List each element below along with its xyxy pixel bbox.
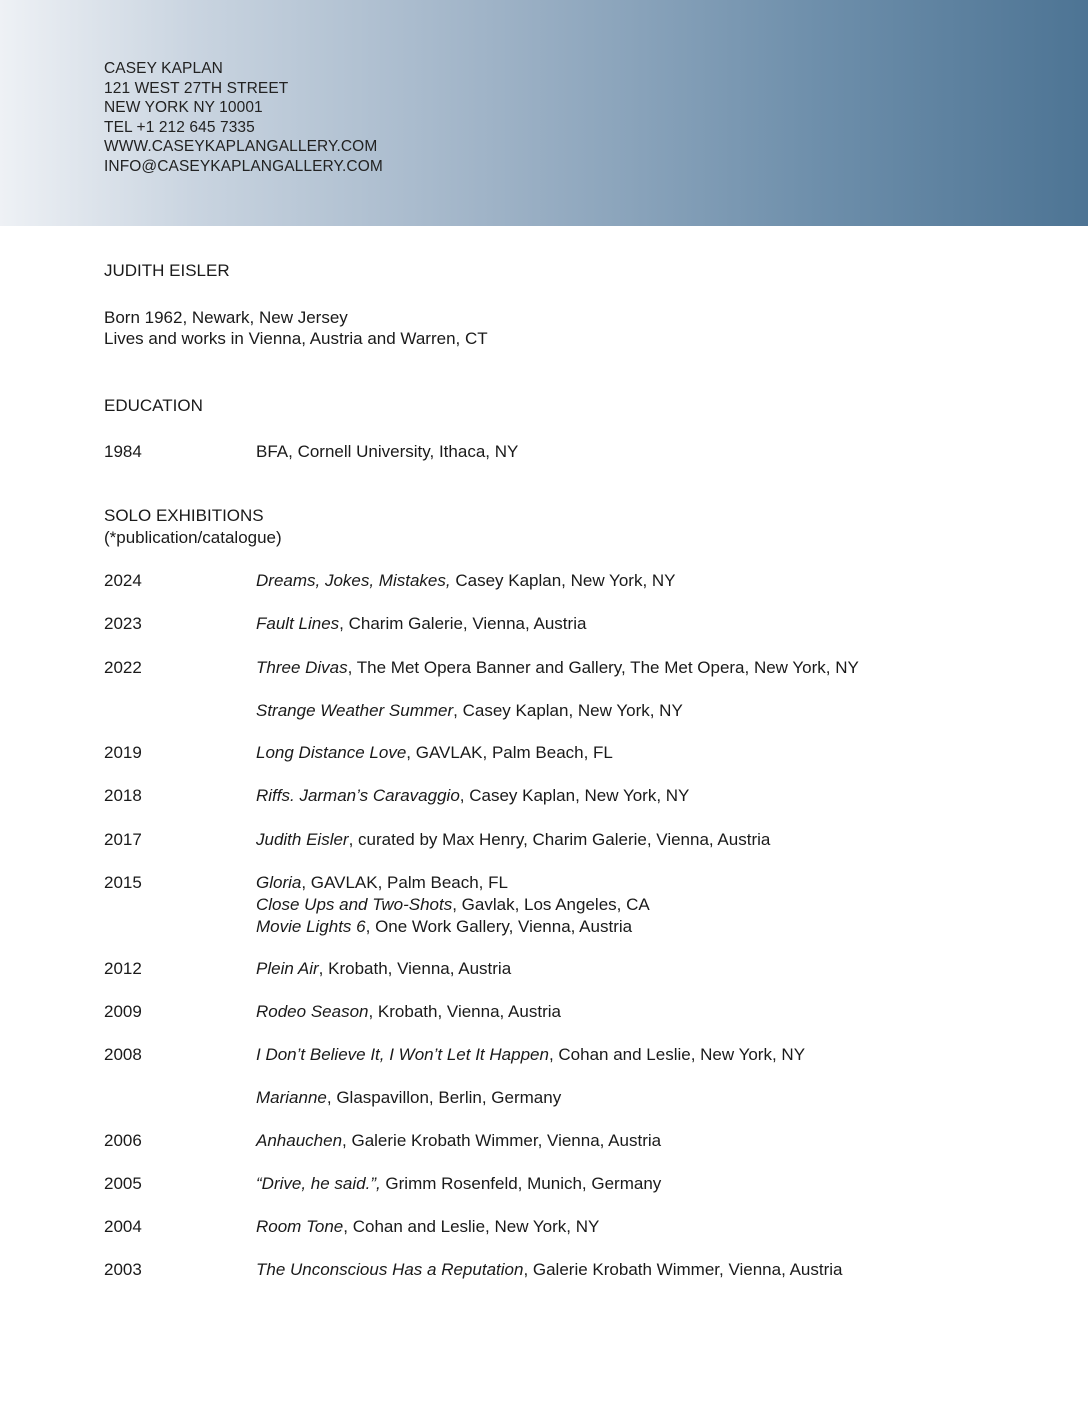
exhibition-lines: [256, 785, 689, 807]
exhibition-year: 2004: [104, 1217, 142, 1236]
exhibition-title: Judith Eisler: [256, 830, 349, 849]
exhibition-title: Riffs. Jarman’s Caravaggio: [256, 786, 460, 805]
exhibition-title: Marianne: [256, 1088, 327, 1107]
exhibition-title: Strange Weather Summer: [256, 701, 454, 720]
exhibition-line: [256, 700, 683, 722]
exhibition-line: [256, 894, 650, 916]
exhibition-line: [256, 829, 770, 851]
exhibition-lines: [256, 872, 650, 938]
exhibition-venue: , Krobath, Vienna, Austria: [368, 1002, 561, 1021]
exhibition-year: 2015: [104, 873, 142, 892]
exhibition-title: Fault Lines: [256, 614, 340, 633]
exhibition-line: [256, 613, 586, 635]
exhibition-lines: [256, 613, 586, 635]
exhibition-title: Close Ups and Two-Shots: [256, 895, 453, 914]
exhibition-venue: , GAVLAK, Palm Beach, FL: [301, 873, 508, 892]
exhibition-venue: , Casey Kaplan, New York, NY: [453, 701, 683, 720]
exhibition-lines: [256, 829, 770, 851]
exhibition-line: [256, 1001, 561, 1023]
exhibition-lines: [256, 1001, 561, 1023]
exhibition-line: [256, 958, 511, 980]
exhibition-title: Anhauchen: [256, 1131, 343, 1150]
gallery-email-link[interactable]: INFO@CASEYKAPLANGALLERY.COM: [104, 157, 383, 175]
exhibition-line: [256, 570, 676, 592]
gallery-contact-block: [104, 59, 383, 176]
exhibition-year: 2006: [104, 1131, 142, 1150]
gallery-name: CASEY KAPLAN: [104, 60, 223, 77]
exhibition-title: Movie Lights 6: [256, 917, 366, 936]
exhibition-lines: [256, 700, 683, 722]
exhibition-year: 2024: [104, 571, 142, 590]
exhibition-title: Gloria: [256, 873, 302, 892]
exhibition-title: Plein Air: [256, 959, 319, 978]
artist-bio: [104, 307, 488, 349]
exhibition-line: [256, 742, 613, 764]
exhibition-title: Long Distance Love: [256, 743, 407, 762]
exhibition-title: Room Tone: [256, 1217, 344, 1236]
exhibition-line: [256, 1130, 661, 1152]
exhibition-line: [256, 1259, 843, 1281]
exhibition-line: [256, 916, 650, 938]
exhibition-lines: [256, 1216, 599, 1238]
exhibition-venue: , Casey Kaplan, New York, NY: [459, 786, 690, 805]
exhibition-year: 2018: [104, 786, 142, 805]
exhibition-lines: [256, 958, 511, 980]
exhibition-year: 2005: [104, 1174, 142, 1193]
artist-name: JUDITH EISLER: [104, 261, 230, 280]
exhibition-venue: , Galerie Krobath Wimmer, Vienna, Austria: [342, 1131, 662, 1150]
exhibition-line: [256, 1087, 561, 1109]
exhibition-venue: , Glaspavillon, Berlin, Germany: [326, 1088, 562, 1107]
exhibition-year: 2019: [104, 743, 142, 762]
exhibition-venue: , One Work Gallery, Vienna, Austria: [365, 917, 633, 936]
exhibition-year: 2023: [104, 614, 142, 633]
gallery-city: NEW YORK NY 10001: [104, 99, 263, 116]
exhibition-title: Rodeo Season: [256, 1002, 369, 1021]
exhibition-lines: [256, 1044, 805, 1066]
exhibition-venue: , Cohan and Leslie, New York, NY: [548, 1045, 806, 1064]
exhibition-venue: , Galerie Krobath Wimmer, Vienna, Austria: [523, 1260, 843, 1279]
exhibition-lines: [256, 1259, 843, 1281]
exhibition-lines: [256, 1173, 661, 1195]
exhibition-lines: [256, 1087, 561, 1109]
exhibition-line: [256, 1044, 805, 1066]
exhibition-lines: [256, 657, 859, 679]
exhibition-venue: , Cohan and Leslie, New York, NY: [343, 1217, 600, 1236]
exhibition-year: 2003: [104, 1260, 142, 1279]
artist-lives: Lives and works in Vienna, Austria and Warren, CT: [104, 329, 488, 348]
gallery-website-link[interactable]: WWW.CASEYKAPLANGALLERY.COM: [104, 138, 378, 155]
exhibition-title: Three Divas: [256, 658, 348, 677]
solo-exhibitions-note: (*publication/catalogue): [104, 528, 282, 547]
exhibition-lines: [256, 570, 676, 592]
gallery-tel: TEL +1 212 645 7335: [104, 118, 255, 136]
gallery-street: 121 WEST 27TH STREET: [104, 79, 289, 97]
exhibition-line: [256, 1216, 599, 1238]
exhibition-lines: [256, 1130, 661, 1152]
exhibition-venue: Grimm Rosenfeld, Munich, Germany: [380, 1174, 662, 1193]
exhibition-venue: Casey Kaplan, New York, NY: [450, 571, 676, 590]
artist-born: Born 1962, Newark, New Jersey: [104, 308, 348, 327]
exhibition-venue: , Gavlak, Los Angeles, CA: [452, 895, 650, 914]
exhibition-year: 2008: [104, 1045, 142, 1064]
exhibition-year: 2009: [104, 1002, 142, 1021]
exhibition-title: Dreams, Jokes, Mistakes,: [256, 571, 451, 590]
exhibition-year: 2017: [104, 830, 142, 849]
exhibition-title: I Don’t Believe It, I Won’t Let It Happen: [256, 1045, 549, 1064]
exhibition-venue: , curated by Max Henry, Charim Galerie, Vienna, Austria: [348, 830, 771, 849]
solo-exhibitions-heading: SOLO EXHIBITIONS: [104, 506, 264, 525]
exhibition-line: [256, 1173, 661, 1195]
education-text: BFA, Cornell University, Ithaca, NY: [256, 442, 519, 461]
exhibition-line: [256, 785, 689, 807]
education-year: 1984: [104, 442, 142, 461]
exhibition-year: 2022: [104, 658, 142, 677]
exhibition-venue: , Charim Galerie, Vienna, Austria: [339, 614, 587, 633]
exhibition-line: [256, 657, 859, 679]
exhibition-lines: [256, 742, 613, 764]
exhibition-venue: , Krobath, Vienna, Austria: [318, 959, 512, 978]
exhibition-venue: , GAVLAK, Palm Beach, FL: [406, 743, 613, 762]
exhibition-title: The Unconscious Has a Reputation: [256, 1260, 524, 1279]
exhibition-line: [256, 872, 650, 894]
exhibition-venue: , The Met Opera Banner and Gallery, The Met Opera, New York, NY: [347, 658, 859, 677]
education-heading: EDUCATION: [104, 396, 203, 415]
exhibition-year: 2012: [104, 959, 142, 978]
exhibition-title: “Drive, he said.”,: [256, 1174, 381, 1193]
